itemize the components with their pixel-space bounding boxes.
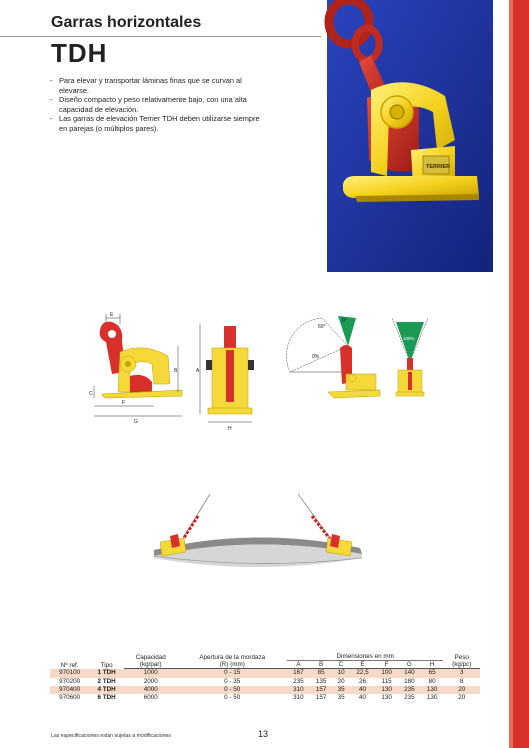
cell-apertura: 0 - 50 (224, 693, 241, 701)
cell-ref: 970100 (50, 669, 89, 678)
cell-capacidad: 2000 (143, 677, 158, 685)
cell-tipo: 2 TDH (97, 677, 116, 685)
cell-peso: 20 (443, 686, 480, 694)
page-edge-stripe (509, 0, 513, 748)
cell-dim: 310 (293, 693, 304, 701)
header-peso: Peso (454, 653, 469, 661)
label-angle-0: 0° (342, 318, 347, 324)
cell-apertura: 0 - 35 (224, 677, 241, 685)
sheet-lifting-illustration (140, 490, 370, 590)
header-ref: Nº ref. (60, 661, 79, 669)
cell-dim: 26 (358, 677, 366, 685)
label-h: H (228, 426, 232, 432)
model-title: TDH (51, 38, 108, 68)
footnote: Las especificaciones están sujetas a modificaciones (51, 733, 171, 739)
cell-dim: 167 (287, 669, 310, 678)
cell-dim: 235 (293, 677, 304, 685)
cell-dim: 130 (375, 686, 398, 694)
cell-dim: 80 (428, 677, 436, 685)
cell-dim: 40 (350, 686, 376, 694)
cell-dim: 20 (337, 677, 345, 685)
header-dimensiones: Dimensiones en mm (287, 653, 444, 661)
header-tipo: Tipo (100, 661, 113, 669)
cell-dim: 10 (332, 669, 349, 678)
cell-ref: 970600 (59, 693, 81, 701)
table-row (50, 678, 480, 686)
cell-tipo: 4 TDH (89, 686, 124, 694)
cell-dim: 40 (358, 693, 366, 701)
cell-dim: 85 (310, 669, 333, 678)
header-rule (0, 36, 321, 37)
label-pct-100: 100% (334, 336, 346, 341)
dimension-diagrams (90, 312, 450, 432)
angle-diagram-tilted (286, 316, 380, 398)
cell-dim: 130 (426, 693, 438, 701)
cell-peso: 3 (443, 669, 480, 678)
product-photo (327, 0, 493, 272)
cell-peso: 8 (459, 677, 464, 685)
cell-tipo: 1 TDH (89, 669, 124, 678)
label-pct-100-vertical: 100% (403, 336, 415, 341)
cell-dim: 130 (421, 686, 444, 694)
label-b: B (174, 368, 178, 374)
cell-dim: 65 (421, 669, 444, 678)
cell-dim: 22,5 (350, 669, 376, 678)
cell-capacidad: 1000 (124, 669, 177, 678)
table-row (50, 686, 480, 694)
feature-list (50, 76, 260, 134)
feature-item: - Para elevar y transportar láminas finas que se curvan al elevarse. (50, 76, 260, 95)
cell-dim: 310 (287, 686, 310, 694)
cell-dim: 100 (375, 669, 398, 678)
label-a: A (196, 368, 200, 374)
cell-apertura: 0 - 15 (178, 669, 287, 678)
cell-dim: 115 (381, 677, 392, 685)
feature-item: - Diseño compacto y peso relativamente bajo, con una alta capacidad de elevación. (50, 95, 260, 114)
header-apertura: Apertura de la mordaza (199, 653, 266, 661)
clamp-photo-illustration (327, 0, 493, 272)
header-peso-unit: (kg/pc) (443, 661, 480, 669)
header-dim: G (398, 661, 421, 669)
header-dim: C (332, 661, 349, 669)
cell-dim: 235 (398, 686, 421, 694)
feature-item: - Las garras de elevación Terrier TDH deben utilizarse siempre en parejas (o múltiplos pares). (50, 114, 260, 133)
table-row (50, 694, 480, 702)
cell-dim: 35 (332, 686, 349, 694)
header-dim: B (310, 661, 333, 669)
section-title: Garras horizontales (51, 14, 202, 31)
cell-ref: 970400 (50, 686, 89, 694)
brand-label: TERRIER (426, 164, 451, 170)
header-capacidad-unit: (kg/par) (124, 661, 177, 669)
cell-capacidad: 4000 (124, 686, 177, 694)
cell-tipo: 6 TDH (97, 693, 116, 701)
label-g: G (134, 419, 138, 425)
cell-dim: 157 (315, 693, 327, 701)
page-number: 13 (258, 729, 269, 739)
cell-ref: 970200 (59, 677, 81, 685)
cell-dim: 135 (315, 677, 327, 685)
front-view-diagram (196, 324, 254, 432)
header-dim: E (350, 661, 376, 669)
header-dim: F (375, 661, 398, 669)
cell-dim: 35 (337, 693, 345, 701)
cell-capacidad: 6000 (143, 693, 158, 701)
label-f: F (122, 400, 126, 406)
cell-peso: 20 (458, 693, 466, 701)
side-view-diagram (89, 312, 182, 425)
angle-diagram-vertical (392, 318, 428, 396)
label-pct-0: 0% (312, 354, 320, 360)
label-e: E (110, 312, 114, 318)
table-header-row (50, 653, 480, 661)
label-angle-60: 60° (318, 324, 326, 330)
page-edge-bar (509, 0, 529, 748)
cell-dim: 130 (381, 693, 392, 701)
label-c: C (89, 391, 93, 397)
table-row (50, 669, 480, 678)
header-dim: A (287, 661, 310, 669)
header-apertura-unit: (R) (mm) (178, 661, 287, 669)
header-capacidad: Capacidad (135, 653, 166, 661)
cell-dim: 180 (404, 677, 415, 685)
specifications-table (50, 653, 480, 702)
header-dim: H (421, 661, 444, 669)
cell-apertura: 0 - 50 (178, 686, 287, 694)
cell-dim: 157 (310, 686, 333, 694)
cell-dim: 235 (404, 693, 415, 701)
cell-dim: 140 (398, 669, 421, 678)
